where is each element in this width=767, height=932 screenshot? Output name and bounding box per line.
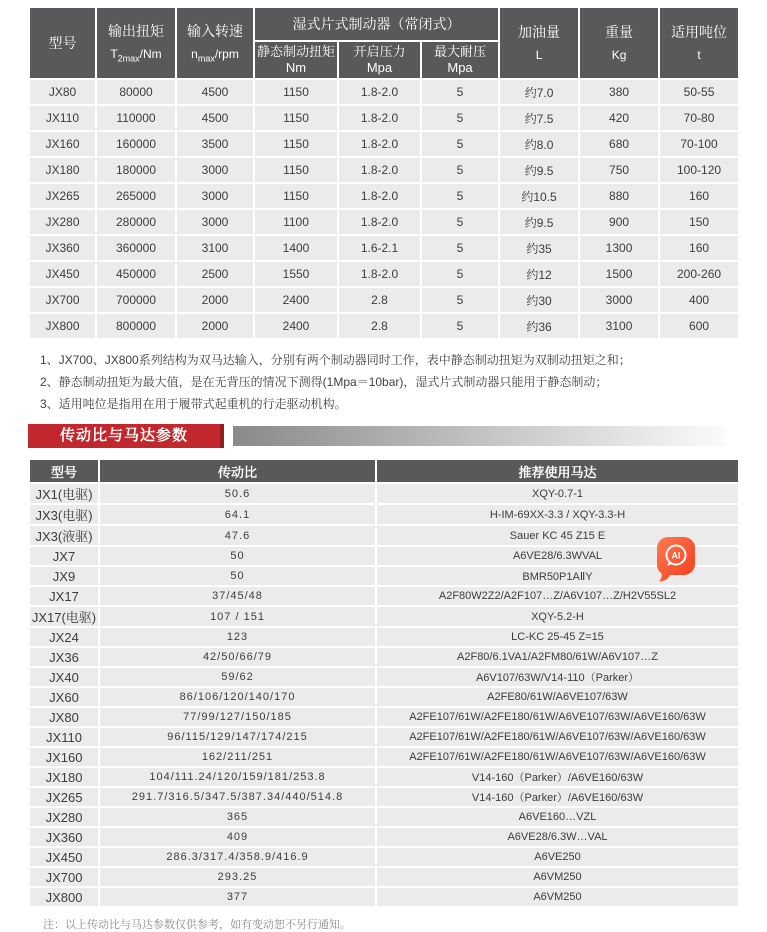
- table-cell: JX700: [29, 287, 96, 313]
- table-cell: 约12: [499, 261, 579, 287]
- table-cell: JX17: [29, 586, 99, 606]
- table-cell: 420: [579, 105, 659, 131]
- table-cell: 1.8-2.0: [338, 79, 421, 105]
- table-cell: 约35: [499, 235, 579, 261]
- table-cell: JX265: [29, 787, 99, 807]
- table-cell: 800000: [96, 313, 176, 339]
- col-header-opening-pressure: 开启压力 Mpa: [338, 41, 421, 79]
- table-cell: JX360: [29, 827, 99, 847]
- table-cell: 107 / 151: [99, 606, 376, 627]
- banner-gradient-bar: [233, 426, 725, 446]
- table-cell: 86/106/120/140/170: [99, 687, 376, 707]
- table-cell: JX280: [29, 807, 99, 827]
- table-cell: 110000: [96, 105, 176, 131]
- table-row: [29, 131, 739, 157]
- section-title: 传动比与马达参数: [28, 424, 224, 448]
- col-header-static-brake-torque: 静态制动扭矩 Nm: [254, 41, 338, 79]
- table-cell: JX80: [29, 79, 96, 105]
- table-cell: 5: [421, 313, 499, 339]
- spec-table: [28, 6, 740, 340]
- weight-label: 重量: [605, 24, 634, 40]
- table-cell: 约30: [499, 287, 579, 313]
- table-cell: 约9.5: [499, 209, 579, 235]
- table-cell: 365: [99, 807, 376, 827]
- table-cell: JX450: [29, 847, 99, 867]
- table-cell: 5: [421, 209, 499, 235]
- table-cell: 约7.5: [499, 105, 579, 131]
- table-row: [29, 586, 739, 606]
- table-row: [29, 647, 739, 667]
- table-cell: V14-160（Parker）/A6VE160/63W: [376, 767, 739, 787]
- output-torque-unit: $T_{2max}/Nm$: [110, 46, 162, 64]
- table-cell: 1550: [254, 261, 338, 287]
- section-banner: [28, 424, 725, 448]
- table-row: [29, 687, 739, 707]
- table-row: [29, 287, 739, 313]
- ai-assistant-button[interactable]: [656, 536, 696, 582]
- table-cell: 77/99/127/150/185: [99, 707, 376, 727]
- note-line: 1、JX700、JX800系列结构为双马达输入，分别有两个制动器同时工作，表中静态制动扭矩为双制动扭矩之和；: [40, 353, 631, 367]
- ratio-motor-table: [28, 458, 740, 908]
- table-cell: 1.8-2.0: [338, 209, 421, 235]
- table-cell: JX160: [29, 131, 96, 157]
- table-cell: 1500: [579, 261, 659, 287]
- table-cell: 1150: [254, 105, 338, 131]
- table-cell: 2400: [254, 313, 338, 339]
- table-cell: 5: [421, 183, 499, 209]
- col-header-output-torque: [96, 7, 176, 79]
- col-header-model: [29, 7, 96, 79]
- table-cell: 1.8-2.0: [338, 183, 421, 209]
- table-row: [29, 105, 739, 131]
- table-cell: 291.7/316.5/347.5/387.34/440/514.8: [99, 787, 376, 807]
- table-cell: 约9.5: [499, 157, 579, 183]
- table-cell: 5: [421, 157, 499, 183]
- table-cell: 约10.5: [499, 183, 579, 209]
- table-cell: 5: [421, 105, 499, 131]
- table-cell: 1300: [579, 235, 659, 261]
- table-cell: JX3(电驱): [29, 504, 99, 525]
- table-cell: 162/211/251: [99, 747, 376, 767]
- table-cell: XQY-0.7-1: [376, 483, 739, 504]
- table-cell: JX7: [29, 546, 99, 566]
- table-cell: 70-80: [659, 105, 739, 131]
- table-row: [29, 787, 739, 807]
- table-cell: JX40: [29, 667, 99, 687]
- table-cell: 50: [99, 566, 376, 586]
- table-row: [29, 209, 739, 235]
- table-cell: 123: [99, 627, 376, 647]
- table-cell: 约36: [499, 313, 579, 339]
- col-header-weight: [579, 7, 659, 79]
- table-row: [29, 627, 739, 647]
- table-cell: 5: [421, 235, 499, 261]
- table-cell: 1150: [254, 183, 338, 209]
- table-cell: V14-160（Parker）/A6VE160/63W: [376, 787, 739, 807]
- table-cell: 2000: [176, 313, 254, 339]
- table-cell: 5: [421, 131, 499, 157]
- table1-notes: [40, 349, 631, 415]
- table-row: [29, 504, 739, 525]
- weight-unit: Kg: [611, 48, 627, 62]
- table-cell: 2.8: [338, 287, 421, 313]
- table-cell: 1.8-2.0: [338, 157, 421, 183]
- table-cell: JX24: [29, 627, 99, 647]
- table-cell: 5: [421, 79, 499, 105]
- table-cell: 600: [659, 313, 739, 339]
- table-cell: A2FE107/61W/A2FE180/61W/A6VE107/63W/A6VE160/63W: [376, 707, 739, 727]
- table-row: [29, 867, 739, 887]
- table-cell: 1.8-2.0: [338, 105, 421, 131]
- table-cell: 5: [421, 287, 499, 313]
- table-cell: 1.8-2.0: [338, 261, 421, 287]
- table-cell: 70-100: [659, 131, 739, 157]
- table-cell: JX3(液驱): [29, 525, 99, 546]
- table-cell: A6VM250: [376, 887, 739, 907]
- table-row: [29, 727, 739, 747]
- col-header-brake-group: [254, 7, 499, 41]
- table-cell: 286.3/317.4/358.9/416.9: [99, 847, 376, 867]
- table-cell: 5: [421, 261, 499, 287]
- table-row: [29, 313, 739, 339]
- table-cell: 450000: [96, 261, 176, 287]
- table-cell: JX160: [29, 747, 99, 767]
- table-cell: 700000: [96, 287, 176, 313]
- table-row: [29, 606, 739, 627]
- table-cell: A2FE80/61W/A6VE107/63W: [376, 687, 739, 707]
- table-cell: 2400: [254, 287, 338, 313]
- col-header-recommended-motor: 推荐使用马达: [376, 459, 739, 483]
- table-cell: 3000: [176, 209, 254, 235]
- input-speed-unit: $n_{max}$/rpm: [191, 46, 239, 64]
- table-cell: 1150: [254, 131, 338, 157]
- table-cell: 2.8: [338, 313, 421, 339]
- table-cell: JX9: [29, 566, 99, 586]
- table-cell: 50: [99, 546, 376, 566]
- table-cell: 900: [579, 209, 659, 235]
- table-cell: 37/45/48: [99, 586, 376, 606]
- table-cell: 380: [579, 79, 659, 105]
- table-cell: 265000: [96, 183, 176, 209]
- table-row: [29, 525, 739, 546]
- table-cell: 约8.0: [499, 131, 579, 157]
- col-header-tonnage: [659, 7, 739, 79]
- table-cell: BMR50P1AⅡY: [376, 566, 739, 586]
- table-cell: A6VE28/6.3WVAL: [376, 546, 739, 566]
- model-header-label: 型号: [48, 34, 77, 51]
- table-cell: 4500: [176, 79, 254, 105]
- ai-chat-icon: [656, 536, 696, 582]
- table-cell: 150: [659, 209, 739, 235]
- table-cell: A6VE250: [376, 847, 739, 867]
- table-row: [29, 827, 739, 847]
- table-cell: 64.1: [99, 504, 376, 525]
- table-cell: 3100: [176, 235, 254, 261]
- tonnage-unit: t: [697, 48, 701, 62]
- table-cell: 200-260: [659, 261, 739, 287]
- table-cell: Sauer KC 45 Z15 E: [376, 525, 739, 546]
- table-cell: 360000: [96, 235, 176, 261]
- table-row: [29, 887, 739, 907]
- table-cell: JX800: [29, 313, 96, 339]
- table-cell: 680: [579, 131, 659, 157]
- table-cell: 96/115/129/147/174/215: [99, 727, 376, 747]
- table-cell: 59/62: [99, 667, 376, 687]
- svg-text:AI: AI: [671, 550, 681, 561]
- note-line: 3、适用吨位是指用在用于履带式起重机的行走驱动机构。: [40, 397, 347, 411]
- table-row: [29, 747, 739, 767]
- table-cell: JX180: [29, 767, 99, 787]
- table-cell: 280000: [96, 209, 176, 235]
- note-line: 2、静态制动扭矩为最大值，是在无背压的情况下测得(1Mpa＝10bar)，湿式片式制动器只能用于静态制动；: [40, 375, 608, 389]
- table-row: [29, 707, 739, 727]
- table-cell: 160: [659, 183, 739, 209]
- oil-label: 加油量: [518, 24, 561, 40]
- table-cell: 80000: [96, 79, 176, 105]
- col-header-input-speed: [176, 7, 254, 79]
- table-cell: 1150: [254, 79, 338, 105]
- col-header-model2: 型号: [29, 459, 99, 483]
- table-cell: JX1(电驱): [29, 483, 99, 504]
- table-cell: 47.6: [99, 525, 376, 546]
- table-cell: JX110: [29, 727, 99, 747]
- table-cell: 1150: [254, 157, 338, 183]
- table-cell: JX360: [29, 235, 96, 261]
- table-cell: 409: [99, 827, 376, 847]
- truncated-footer-note: 注：以上传动比与马达参数仅供参考，如有变动恕不另行通知。: [43, 919, 351, 931]
- table-cell: 1400: [254, 235, 338, 261]
- table-row: [29, 546, 739, 566]
- table-cell: JX110: [29, 105, 96, 131]
- table-cell: 2000: [176, 287, 254, 313]
- table-row: [29, 261, 739, 287]
- table-cell: 3000: [579, 287, 659, 313]
- col-header-ratio: 传动比: [99, 459, 376, 483]
- table-cell: JX800: [29, 887, 99, 907]
- table-cell: 104/111.24/120/159/181/253.8: [99, 767, 376, 787]
- table-cell: 160: [659, 235, 739, 261]
- table-cell: 400: [659, 287, 739, 313]
- table-cell: A2FE107/61W/A2FE180/61W/A6VE107/63W/A6VE160/63W: [376, 727, 739, 747]
- table-cell: JX280: [29, 209, 96, 235]
- table-row: [29, 767, 739, 787]
- table-cell: 3000: [176, 183, 254, 209]
- table-row: [29, 79, 739, 105]
- table-row: [29, 157, 739, 183]
- table-cell: 42/50/66/79: [99, 647, 376, 667]
- table-row: [29, 483, 739, 504]
- table-cell: A2F80W2Z2/A2F107…Z/A6V107…Z/H2V55SL2: [376, 586, 739, 606]
- table-cell: 750: [579, 157, 659, 183]
- table-cell: JX700: [29, 867, 99, 887]
- table-row: [29, 847, 739, 867]
- tonnage-label: 适用吨位: [671, 24, 728, 40]
- table-cell: 1.8-2.0: [338, 131, 421, 157]
- table-cell: 377: [99, 887, 376, 907]
- table-cell: JX17(电驱): [29, 606, 99, 627]
- table-cell: 100-120: [659, 157, 739, 183]
- table-cell: 3500: [176, 131, 254, 157]
- input-speed-label: 输入转速: [187, 22, 243, 39]
- table-cell: JX180: [29, 157, 96, 183]
- oil-unit: L: [535, 48, 543, 62]
- table-row: [29, 235, 739, 261]
- col-header-oil: [499, 7, 579, 79]
- table-cell: 50-55: [659, 79, 739, 105]
- table-cell: LC-KC 25-45 Z=15: [376, 627, 739, 647]
- table-cell: 约7.0: [499, 79, 579, 105]
- table-row: [29, 667, 739, 687]
- table-cell: 50.6: [99, 483, 376, 504]
- table-cell: 880: [579, 183, 659, 209]
- table-cell: A6V107/63W/V14-110（Parker）: [376, 667, 739, 687]
- table-cell: A2F80/6.1VA1/A2FM80/61W/A6V107…Z: [376, 647, 739, 667]
- table-cell: XQY-5.2-H: [376, 606, 739, 627]
- table-cell: A6VE28/6.3W…VAL: [376, 827, 739, 847]
- table-cell: A6VE160…VZL: [376, 807, 739, 827]
- brake-group-label: 湿式片式制动器（常闭式）: [292, 15, 461, 32]
- table-cell: 4500: [176, 105, 254, 131]
- table-cell: 1.6-2.1: [338, 235, 421, 261]
- table-cell: 160000: [96, 131, 176, 157]
- table-cell: 1100: [254, 209, 338, 235]
- table-row: [29, 807, 739, 827]
- table-cell: H-IM-69XX-3.3 / XQY-3.3-H: [376, 504, 739, 525]
- table-cell: 180000: [96, 157, 176, 183]
- table-cell: JX60: [29, 687, 99, 707]
- table-cell: JX80: [29, 707, 99, 727]
- table-cell: A2FE107/61W/A2FE180/61W/A6VE107/63W/A6VE160/63W: [376, 747, 739, 767]
- table-cell: 293.25: [99, 867, 376, 887]
- table-cell: 3000: [176, 157, 254, 183]
- table-cell: JX450: [29, 261, 96, 287]
- table-cell: 2500: [176, 261, 254, 287]
- table-cell: A6VM250: [376, 867, 739, 887]
- table-cell: 3100: [579, 313, 659, 339]
- table-row: [29, 566, 739, 586]
- table-row: [29, 183, 739, 209]
- table-cell: JX36: [29, 647, 99, 667]
- output-torque-label: 输出扭矩: [108, 22, 164, 39]
- table-cell: JX265: [29, 183, 96, 209]
- col-header-max-pressure: 最大耐压 Mpa: [421, 41, 499, 79]
